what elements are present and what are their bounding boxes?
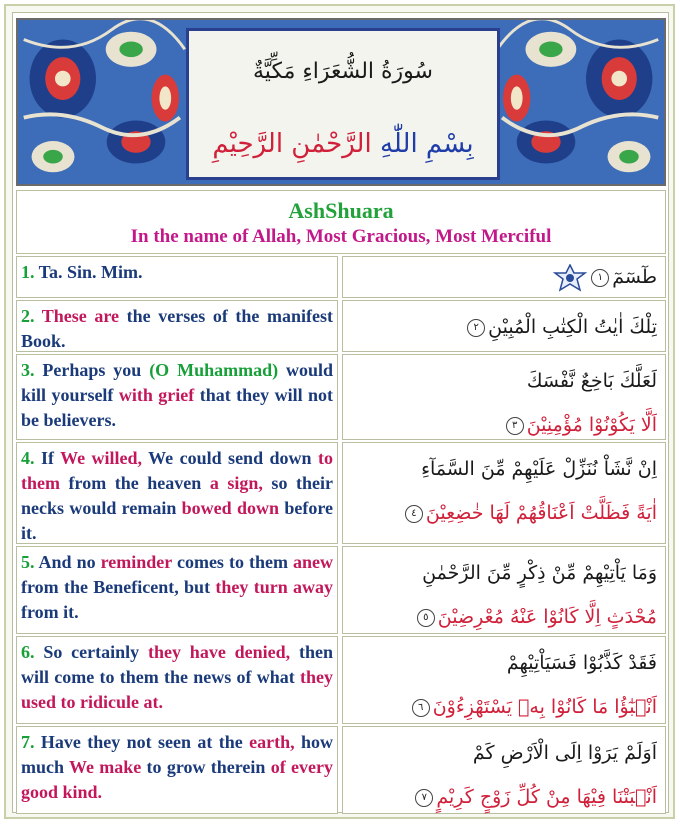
verse-english [16, 300, 338, 352]
verse-text-segment: before it. [21, 498, 334, 543]
bismillah-english: In the name of Allah, Most Gracious, Most Merciful [130, 226, 552, 247]
arabic-text: وَمَا يَاْتِيْهِمْ مِّنْ ذِكْرٍ مِّنَ الرَّحْمٰنِ [422, 562, 657, 584]
arabic-text: اَوَلَمْ يَرَوْا اِلَى الْاَرْضِ كَمْ [472, 742, 657, 764]
verse-text-segment: We could send down [142, 448, 318, 468]
surah-name: AshShuara [288, 198, 394, 223]
verse-english [16, 636, 338, 724]
verse-text-segment: Perhaps you [34, 360, 150, 380]
arabic-line [351, 261, 657, 293]
verse-text-segment: they have denied, [147, 642, 291, 662]
arabic-text: اِنْ نَّشَاْ نُنَزِّلْ عَلَيْهِمْ مِّنَ السَّمَآءِ [421, 458, 657, 480]
ayah-number-marker: ٥ [417, 609, 435, 627]
verse-text-segment: Ta. Sin. Mim. [34, 262, 143, 282]
verse-text-segment: then will come to them the news of what [21, 642, 333, 687]
arabic-text: اَنْۢبٰٓؤُا مَا كَانُوْا بِهٖ يَسْتَهْزِءُوْنَ [432, 696, 657, 718]
arabic-line [351, 775, 657, 819]
verse-text-segment: earth, [249, 732, 295, 752]
verse-number: 3. [21, 360, 35, 380]
basmala-arabic-part-1: بِسْمِ اللّٰهِ [379, 129, 474, 159]
verse-english [16, 256, 338, 298]
verse-text-segment: reminder [100, 552, 172, 572]
arabic-line [351, 685, 657, 729]
verse-text-segment: We willed, [60, 448, 143, 468]
arabic-text: تِلْكَ اٰيٰتُ الْكِتٰبِ الْمُبِيْنِ [488, 316, 657, 338]
ayah-number-marker: ٢ [467, 319, 485, 337]
verse-text-segment: Book. [21, 331, 66, 351]
verse-row [16, 636, 666, 724]
verse-english [16, 442, 338, 544]
verse-text-segment: a sign, [209, 473, 263, 493]
arabic-line [351, 359, 657, 403]
arabic-text: اٰيَةً فَظَلَّتْ اَعْنَاقُهُمْ لَهَا خٰضِعِيْنَ [425, 502, 657, 524]
arabic-line [351, 403, 657, 447]
basmala-arabic-part-2: الرَّحْمٰنِ الرَّحِيْمِ [212, 129, 380, 159]
verse-text-segment: Have they not seen at the [34, 732, 250, 752]
surah-header [16, 190, 666, 254]
surah-title-arabic: سُورَةُ الشُّعَرَاءِ مَكِّيَّةٌ [253, 59, 433, 84]
verse-text-segment: to them [21, 448, 333, 493]
verse-text-segment: of every good kind. [21, 757, 333, 802]
ayah-number-marker: ١ [591, 269, 609, 287]
verse-text-segment: If [34, 448, 61, 468]
verse-text-segment: the verses of the manifest [126, 306, 333, 326]
basmala-arabic [189, 129, 497, 159]
verse-text-segment: These are [34, 306, 127, 326]
arabic-text: اَنْۢبَتْنَا فِيْهَا مِنْ كُلِّ زَوْجٍ كَرِيْمٍ [436, 786, 657, 808]
arabic-text: فَقَدْ كَذَّبُوْا فَسَيَاْتِيْهِمْ [506, 652, 657, 674]
verse-text-segment: they turn away [215, 577, 334, 597]
arabic-text: مُحْدَثٍ اِلَّا كَانُوْا عَنْهُ مُعْرِضِيْنَ [437, 606, 657, 628]
verse-row [16, 726, 666, 814]
verse-text-segment: from the Beneficent, but [21, 577, 216, 597]
verse-text-segment: So certainly [34, 642, 148, 662]
ayah-number-marker: ٤ [405, 505, 423, 523]
arabic-line [351, 305, 657, 349]
ayah-number-marker: ٦ [412, 699, 430, 717]
verse-row [16, 442, 666, 544]
verse-arabic [342, 354, 666, 440]
verse-row [16, 300, 666, 352]
verse-arabic [342, 726, 666, 814]
verse-text-segment: to grow therein [141, 757, 271, 777]
arabic-line [351, 551, 657, 595]
verse-number: 1. [21, 262, 35, 282]
arabic-text: طٓسٓمٓ [612, 266, 657, 288]
verse-row [16, 546, 666, 634]
verse-text-segment: that they will not be believers. [21, 385, 334, 430]
verse-number: 7. [21, 732, 35, 752]
verse-text-segment: from it. [21, 602, 79, 622]
verse-english [16, 726, 338, 814]
verse-row [16, 354, 666, 440]
verse-text-segment: they used to ridicule at. [21, 667, 333, 712]
arabic-line [351, 731, 657, 775]
title-plaque [186, 28, 500, 180]
verse-arabic [342, 300, 666, 352]
verse-arabic [342, 546, 666, 634]
verse-text-segment: with grief [118, 385, 195, 405]
verse-text-segment: so their necks would remain [21, 473, 333, 518]
verse-text-segment: bowed down [181, 498, 280, 518]
arabic-text: اَلَّا يَكُوْنُوْا مُؤْمِنِيْنَ [526, 414, 657, 436]
verse-text-segment: how much [21, 732, 333, 777]
ayah-number-marker: ٣ [506, 417, 524, 435]
arabic-text: لَعَلَّكَ بَاخِعٌ نَّفْسَكَ [526, 370, 657, 392]
verse-arabic [342, 442, 666, 544]
verse-text-segment: (O Muhammad) [149, 360, 279, 380]
verse-english [16, 354, 338, 440]
verse-text-segment: And no [34, 552, 101, 572]
arabic-line [351, 641, 657, 685]
ornamental-banner [16, 18, 666, 186]
arabic-line [351, 491, 657, 535]
verse-number: 2. [21, 306, 35, 326]
verse-arabic [342, 636, 666, 724]
verse-number: 6. [21, 642, 35, 662]
verse-text-segment: We make [68, 757, 142, 777]
verse-text-segment: would kill yourself [21, 360, 333, 405]
verse-number: 5. [21, 552, 35, 572]
verse-text-segment: comes to them [171, 552, 293, 572]
verse-english [16, 546, 338, 634]
rub-el-hizb-icon [552, 264, 588, 292]
arabic-line [351, 447, 657, 491]
verse-text-segment: from the heaven [60, 473, 210, 493]
verse-text-segment: anew [293, 552, 333, 572]
ayah-number-marker: ٧ [415, 789, 433, 807]
verse-row [16, 256, 666, 298]
arabic-line [351, 595, 657, 639]
verse-number: 4. [21, 448, 35, 468]
verse-arabic [342, 256, 666, 298]
